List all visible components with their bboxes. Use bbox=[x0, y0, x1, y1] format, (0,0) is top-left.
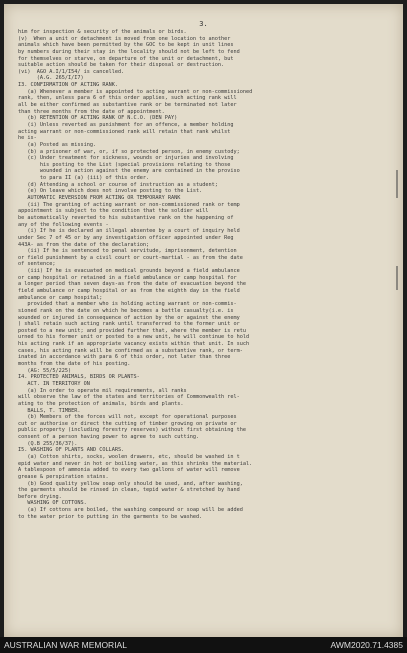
text-line: for themselves or starve, on departure of the unit or detachment, but bbox=[18, 55, 234, 62]
text-line: (b) RETENTION OF ACTING RANK OF N.C.O. (DEN PAY) bbox=[18, 115, 178, 122]
text-line: inated in accordance with para 6 of this order, not later than three bbox=[18, 354, 231, 361]
text-line: I5. WASHING OF PLANTS AND COLLARS. bbox=[18, 447, 125, 454]
text-line: (AG: 55/5/225) bbox=[18, 367, 72, 374]
text-line: (a) Whenever a member is appointed to acting warrant or non-commissioned bbox=[18, 88, 253, 95]
text-line: (vi) AGO A.I/1/I54/ is cancelled. bbox=[18, 68, 125, 75]
text-line: (ii) If he is sentenced to penal servitude, imprisonment, detention bbox=[18, 248, 237, 255]
archive-footer bbox=[0, 637, 407, 653]
text-line: (a) In order to operate mil requirements, all ranks bbox=[18, 387, 187, 394]
text-line: appointment is subject to the condition that the soldier will bbox=[18, 208, 209, 215]
text-line: before drying. bbox=[18, 493, 62, 500]
text-line: (c) Under treatment for sickness, wounds or injuries and involving bbox=[18, 155, 234, 162]
text-line: (v) When a unit or detachment is moved from one location to another bbox=[18, 35, 231, 42]
text-line: animals which have been permitted by the GOC to be kept in unit lines bbox=[18, 42, 234, 49]
text-line: (A.G. 265/I/I7) bbox=[18, 75, 84, 82]
text-line: to para II (a) (iii) of this order. bbox=[18, 175, 150, 182]
archive-name: AUSTRALIAN WAR MEMORIAL bbox=[4, 640, 127, 650]
archive-reference: AWM2020.71.4385 bbox=[330, 640, 403, 650]
text-line: wounded in action against the enemy are contained in the proviso bbox=[18, 168, 240, 175]
text-line: (iii) If he is evacuated on medical grounds beyond a field ambulance bbox=[18, 268, 240, 275]
text-line: consent of a person having power to agree to such cutting. bbox=[18, 434, 200, 441]
text-line: ambulance or camp hospital; bbox=[18, 294, 103, 301]
text-line: (a) If cottons are boiled, the washing compound or soap will be added bbox=[18, 507, 243, 514]
text-line: public property (including forestry reserves) without first obtaining the bbox=[18, 427, 246, 434]
text-line: I3. CONFIRMATION OF ACTING RANK. bbox=[18, 82, 118, 89]
text-line: under Sec 7 of 45 or by any investigation officer appointed under Reg bbox=[18, 234, 234, 241]
text-line: I4. PROTECTED ANIMALS, BIRDS OR PLANTS- bbox=[18, 374, 140, 381]
document-body bbox=[18, 29, 398, 520]
text-line: his posting to the List (special provisions relating to those bbox=[18, 161, 231, 168]
text-line: BALLS, T. TIMBER. bbox=[18, 407, 81, 414]
text-line: rank, then, unless para 6 of this order applies, such acting rank will bbox=[18, 95, 237, 102]
text-line: by numbers during their stay in the locality should not be left to fend bbox=[18, 48, 240, 55]
text-line: A tablespoon of ammonia added to every two gallons of water will remove bbox=[18, 467, 240, 474]
document-page bbox=[4, 4, 403, 637]
text-line: cut or authorise or direct the cutting of timber growing on private or bbox=[18, 420, 237, 427]
text-line: field ambulance or camp hospital or as from the eighth day in the field bbox=[18, 287, 240, 294]
text-line: (b) Good quality yellow soap only should be used, and, after washing, bbox=[18, 480, 243, 487]
text-line: him for inspection & security of the animals or birds. bbox=[18, 29, 187, 35]
text-line: all be either confirmed as substantive rank or be terminated not later bbox=[18, 102, 237, 109]
text-line: be automatically reverted to his substantive rank on the happening of bbox=[18, 214, 234, 221]
text-line: months from the date of his posting. bbox=[18, 361, 131, 368]
text-line: AUTOMATIC REVERSION FROM ACTING OR TEMPORARY RANK bbox=[18, 195, 181, 202]
text-line: (e) On leave which does not involve posting to the List. bbox=[18, 188, 203, 195]
text-line: urned to his former unit or posted to a new unit, he will continue to hold bbox=[18, 334, 250, 341]
text-line: acting warrant or non-commissioned rank will retain that rank whilst bbox=[18, 128, 231, 135]
text-line: cases, his acting rank will be confirmed as a substantive rank, or term- bbox=[18, 347, 243, 354]
text-line: his acting rank if an appropriate vacancy exists within that unit. In such bbox=[18, 341, 250, 348]
text-line: any of the following events - bbox=[18, 221, 109, 228]
text-line: he is- bbox=[18, 135, 37, 142]
text-line: provided that a member who is holding acting warrant or non-commis- bbox=[18, 301, 237, 308]
text-line: (b) a prisoner of war, or, if so protected person, in enemy custody; bbox=[18, 148, 240, 155]
text-line: (d) Attending a school or course of instruction as a student; bbox=[18, 181, 218, 188]
text-line: or field punishment by a civil court or court-martial - as from the date bbox=[18, 254, 243, 261]
text-line: of sentence; bbox=[18, 261, 56, 268]
text-line: (a) Posted as missing. bbox=[18, 141, 97, 148]
text-line: (b) Members of the forces will not, except for operational purposes bbox=[18, 414, 237, 421]
text-line: 443A- as from the date of the declaration; bbox=[18, 241, 150, 248]
text-line: ating to the protection of animals, birds and plants. bbox=[18, 400, 184, 407]
text-line: suitable action should be taken for their disposal or destruction. bbox=[18, 62, 225, 69]
text-line: (Q.B 255/36/37). bbox=[18, 440, 78, 447]
text-line: WASHING OF COTTONS. bbox=[18, 500, 87, 507]
text-line: a longer period than seven days-as from the date of evacuation beyond the bbox=[18, 281, 246, 288]
text-line: sioned rank on the date on which he becomes a battle casualty(i.e. is bbox=[18, 307, 234, 314]
text-line: than three months from the date of appointment. bbox=[18, 108, 165, 115]
text-line: ) shall retain such acting rank until transferred to the former unit or bbox=[18, 321, 240, 328]
text-line: (ii) The granting of acting warrant or non-commissioned rank or temp bbox=[18, 201, 240, 208]
text-line: posted to a new unit; and provided further that, where the member is retu bbox=[18, 327, 246, 334]
text-line: epid water and never in hot or boiling water, as this shrinks the material. bbox=[18, 460, 253, 467]
text-line: the garments should be rinsed in clean, tepid water & stretched by hand bbox=[18, 487, 240, 494]
text-line: (a) Cotton shirts, socks, woolen drawers, etc, should be washed in t bbox=[18, 454, 240, 460]
text-line: ACT. IN TERRITORY ON bbox=[18, 380, 90, 387]
text-line: (i) Unless reverted as punishment for an offence, a member holding bbox=[18, 121, 234, 128]
page-number: 3. bbox=[199, 20, 208, 28]
text-line: to the water prior to putting in the garments to be washed. bbox=[18, 513, 203, 520]
text-line: wounded or injured in consequence of action by the or against the enemy bbox=[18, 314, 240, 321]
text-line: grease & perspiration stains. bbox=[18, 473, 109, 480]
text-line: or camp hospital or retained in a field ambulance or camp hospital for bbox=[18, 274, 237, 281]
text-line: will observe the law of the states and territories of Commonwealth rel- bbox=[18, 394, 240, 401]
text-line: (i) If he is declared an illegal absentee by a court of inquiry held bbox=[18, 228, 240, 235]
